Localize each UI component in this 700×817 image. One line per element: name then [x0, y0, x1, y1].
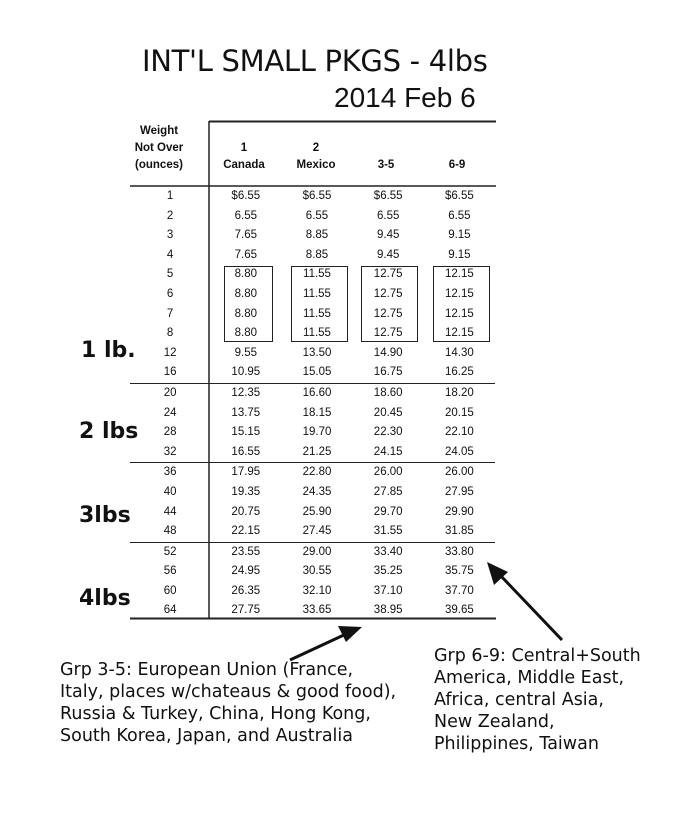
grp35-cell: 22.30: [373, 426, 403, 439]
grp69-cell: 18.20: [424, 383, 495, 403]
grp69-cell: $6.55: [445, 190, 474, 202]
weight-header: Weight Not Over (ounces): [134, 125, 184, 171]
grp69-cell: 12.15: [445, 268, 474, 281]
weight-cell: 32: [163, 445, 177, 458]
mexico-cell: 11.55: [303, 268, 331, 281]
weight-cell: 3: [166, 229, 174, 242]
arrow-grp35: [290, 626, 362, 660]
weight-cell: 12: [163, 346, 177, 359]
canada-cell: 8.80: [234, 307, 257, 320]
grp69-cell: 6.55: [448, 209, 471, 222]
canada-cell: $6.55: [231, 190, 261, 202]
mexico-cell: 21.25: [302, 445, 332, 458]
mexico-cell: 11.55: [303, 327, 331, 340]
grp69-cell: 12.15: [445, 327, 474, 340]
canada-cell: 17.95: [210, 463, 281, 483]
col-mexico-header: 2 Mexico: [296, 142, 336, 171]
canada-cell: 16.55: [231, 445, 261, 458]
canada-cell: 8.80: [234, 268, 257, 281]
mexico-cell: $6.55: [302, 190, 332, 202]
weight-cell: 4: [166, 248, 174, 261]
grp35-cell: 24.15: [373, 445, 403, 458]
canada-cell: 20.75: [231, 505, 261, 518]
weight-cell: 64: [163, 604, 177, 617]
grp35-cell: 38.95: [373, 604, 403, 617]
grp69-cell: 14.30: [445, 346, 474, 359]
mexico-cell: 8.85: [305, 229, 329, 242]
canada-cell: 19.35: [231, 485, 261, 498]
grp35-cell: 18.60: [353, 383, 424, 403]
grp69-cell: 33.80: [424, 542, 495, 562]
mexico-cell: 11.55: [303, 287, 331, 300]
grp69-cell: 39.65: [445, 604, 474, 617]
weight-cell: 24: [163, 406, 177, 419]
mexico-cell: 25.90: [302, 505, 332, 518]
mexico-cell: 24.35: [302, 485, 332, 498]
col-canada-header: 1 Canada: [223, 142, 265, 171]
side-label-2lbs: 2 lbs: [79, 419, 139, 444]
grp35-cell: 20.45: [373, 406, 403, 419]
canada-cell: 12.35: [210, 383, 281, 403]
canada-cell: 7.65: [234, 229, 257, 242]
side-label-3lbs: 3lbs: [79, 503, 131, 528]
grp69-cell: 9.15: [448, 229, 471, 242]
grp69-cell: 16.25: [445, 366, 474, 379]
grp69-cell: 26.00: [424, 463, 495, 483]
grp69-cell: 20.15: [445, 406, 474, 419]
grp35-cell: 35.25: [373, 565, 403, 578]
col-grp69-header: 6-9: [448, 159, 466, 171]
weight-cell: 56: [163, 565, 177, 578]
weight-cell: 48: [163, 525, 177, 538]
grp69-cell: 37.70: [445, 584, 474, 597]
canada-cell: 27.75: [231, 604, 261, 617]
grp69-cell: 29.90: [445, 505, 474, 518]
grp69-cell: 31.85: [445, 525, 474, 538]
grp35-cell: 37.10: [373, 584, 403, 597]
mexico-cell: 6.55: [305, 209, 329, 222]
mexico-cell: 11.55: [303, 307, 331, 320]
page-title: INT'L SMALL PKGS - 4lbs: [142, 44, 488, 78]
weight-cell: 7: [166, 307, 174, 320]
grp69-cell: 22.10: [445, 426, 474, 439]
grp35-cell: 12.75: [373, 268, 403, 281]
weight-cell: 28: [163, 426, 177, 439]
canada-cell: 8.80: [234, 327, 257, 340]
weight-cell: 36: [130, 463, 210, 483]
page-date: 2014 Feb 6: [334, 82, 476, 113]
mexico-cell: 22.80: [281, 463, 352, 483]
grp35-cell: 29.70: [373, 505, 403, 518]
mexico-cell: 32.10: [302, 584, 332, 597]
grp35-cell: 26.00: [353, 463, 424, 483]
canada-cell: 24.95: [231, 565, 261, 578]
grp35-cell: 14.90: [373, 346, 403, 359]
weight-cell: 1: [166, 190, 174, 202]
mexico-cell: 29.00: [281, 542, 352, 562]
arrow-grp69: [487, 562, 562, 640]
weight-cell: 5: [166, 268, 174, 281]
weight-cell: 2: [166, 209, 174, 222]
canada-cell: 23.55: [210, 542, 281, 562]
grp69-cell: 9.15: [448, 248, 471, 261]
mexico-cell: 18.15: [302, 406, 332, 419]
canada-cell: 26.35: [231, 584, 261, 597]
col-grp35-header: 3-5: [377, 159, 395, 171]
grp35-cell: 9.45: [376, 229, 400, 242]
canada-cell: 10.95: [231, 366, 261, 379]
weight-cell: 20: [130, 383, 210, 403]
grp35-cell: 31.55: [373, 525, 403, 538]
weight-cell: 52: [130, 542, 210, 562]
side-label-4lbs: 4lbs: [79, 586, 131, 611]
grp35-cell: 16.75: [373, 366, 403, 379]
canada-cell: 8.80: [234, 287, 257, 300]
canada-cell: 22.15: [231, 525, 261, 538]
note-grp69: Grp 6-9: Central+South America, Middle East, Africa, central Asia, New Zealand, Philippines, Taiwan: [434, 646, 641, 754]
grp35-cell: 12.75: [373, 287, 403, 300]
weight-cell: 40: [163, 485, 177, 498]
mexico-cell: 15.05: [302, 366, 332, 379]
grp69-cell: 35.75: [445, 565, 474, 578]
grp69-cell: 24.05: [445, 445, 474, 458]
grp35-cell: 12.75: [373, 327, 403, 340]
grp35-cell: 12.75: [373, 307, 403, 320]
canada-cell: 13.75: [231, 406, 261, 419]
weight-cell: 44: [163, 505, 177, 518]
grp35-cell: 9.45: [376, 248, 400, 261]
canada-cell: 15.15: [231, 426, 261, 439]
mexico-cell: 19.70: [302, 426, 332, 439]
grp35-cell: 27.85: [373, 485, 403, 498]
weight-cell: 60: [163, 584, 177, 597]
grp69-cell: 12.15: [445, 307, 474, 320]
grp35-cell: 6.55: [376, 209, 400, 222]
weight-cell: 8: [166, 327, 174, 340]
canada-cell: 6.55: [234, 209, 257, 222]
mexico-cell: 8.85: [305, 248, 329, 261]
grp35-cell: $6.55: [373, 190, 403, 202]
mexico-cell: 30.55: [302, 565, 332, 578]
canada-cell: 9.55: [234, 346, 257, 359]
mexico-cell: 16.60: [281, 383, 352, 403]
grp69-cell: 12.15: [445, 287, 474, 300]
grp35-cell: 33.40: [353, 542, 424, 562]
mexico-cell: 33.65: [302, 604, 332, 617]
side-label-1lb: 1 lb.: [81, 338, 136, 363]
mexico-cell: 27.45: [302, 525, 332, 538]
canada-cell: 7.65: [234, 248, 257, 261]
weight-cell: 16: [163, 366, 177, 379]
weight-cell: 6: [166, 287, 174, 300]
note-grp35: Grp 3-5: European Union (France, Italy, places w/chateaus & good food), Russia & Turkey, China, Hong Kong, South Korea, Japan, and Australia: [60, 660, 397, 746]
grp69-cell: 27.95: [445, 485, 474, 498]
mexico-cell: 13.50: [302, 346, 332, 359]
